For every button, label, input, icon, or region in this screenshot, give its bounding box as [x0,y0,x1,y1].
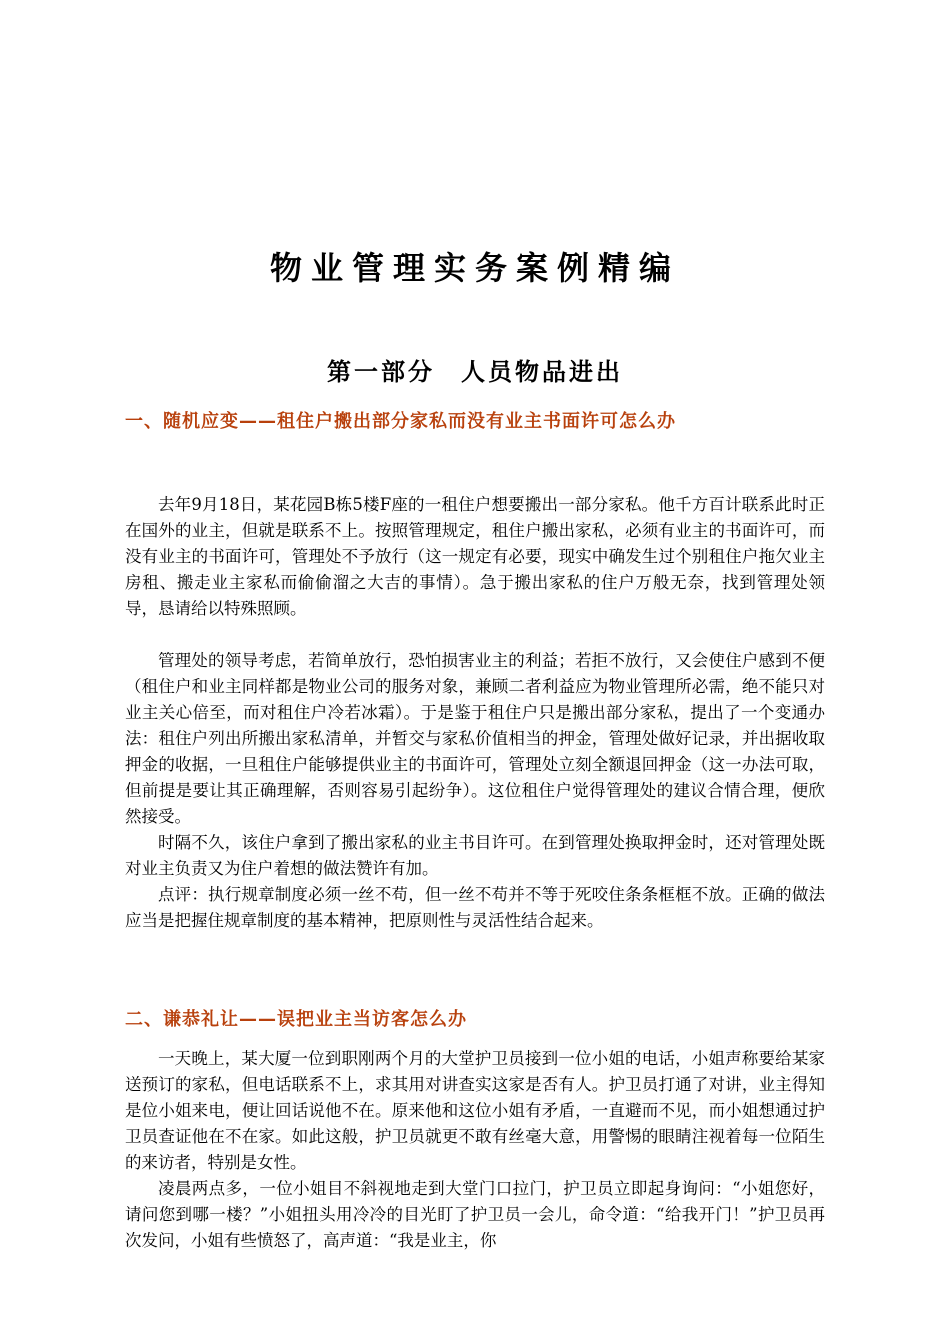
section-1-body [125,492,825,622]
commentary-paragraph: 点评：执行规章制度必须一丝不苟，但一丝不苟并不等于死咬住条条框框不放。正确的做法应当是把握住规章制度的基本精神，把原则性与灵活性结合起来。 [125,885,825,930]
section-heading-1: 一、随机应变——租住户搬出部分家私而没有业主书面许可怎么办 [125,411,676,432]
paragraph: 管理处的领导考虑，若简单放行，恐怕损害业主的利益；若拒不放行，又会使住户感到不便（租住户和业主同样都是物业公司的服务对象，兼顾二者利益应为物业管理所必需，绝不能只对业主关心倍至，而对租住户冷若冰霜）。于是鉴于租住户只是搬出部分家私，提出了一个变通办法：租住户列出所搬出家私清单，并暂交与家私价值相当的押金，管理处做好记录，并出据收取押金的收据，一旦租住户能够提供业主的书面许可，管理处立刻全额退回押金（这一办法可取，但前提是要让其正确理解，否则容易引起纷争）。这位租住户觉得管理处的建议合情合理，便欣然接受。 [125,651,825,826]
paragraph: 时隔不久，该住户拿到了搬出家私的业主书目许可。在到管理处换取押金时，还对管理处既对业主负责又为住户着想的做法赞许有加。 [125,833,825,878]
part-title [0,354,950,390]
paragraph: 一天晚上，某大厦一位到职刚两个月的大堂护卫员接到一位小姐的电话，小姐声称要给某家送预订的家私，但电话联系不上，求其用对讲查实这家是否有人。护卫员打通了对讲，业主得知是位小姐来电，便让回话说他不在。原来他和这位小姐有矛盾，一直避而不见，而小姐想通过护卫员查证他在不在家。如此这般，护卫员就更不敢有丝毫大意，用警惕的眼睛注视着每一位陌生的来访者，特别是女性。 [125,1049,825,1172]
section-2-body [125,1046,825,1254]
paragraph: 凌晨两点多，一位小姐目不斜视地走到大堂门口拉门，护卫员立即起身询问：“小姐您好，请问您到哪一楼？”小姐扭头用冷冷的目光盯了护卫员一会儿，命令道：“给我开门！”护卫员再次发问，小姐有些愤怒了，高声道：“我是业主，你 [125,1179,825,1250]
section-1-body-continued [125,648,825,934]
part-name: 人员物品进出 [461,358,623,386]
paragraph: 去年9月18日，某花园B栋5楼F座的一租住户想要搬出一部分家私。他千方百计联系此时正在国外的业主，但就是联系不上。按照管理规定，租住户搬出家私，必须有业主的书面许可，而没有业主的书面许可，管理处不予放行（这一规定有必要，现实中确发生过个别租住户拖欠业主房租、搬走业主家私而偷偷溜之大吉的事情）。急于搬出家私的住户万般无奈，找到管理处领导，恳请给以特殊照顾。 [125,495,825,618]
document-title: 物业管理实务案例精编 [269,249,680,287]
section-heading-2: 二、谦恭礼让——误把业主当访客怎么办 [125,1009,467,1030]
part-number: 第一部分 [327,358,435,386]
